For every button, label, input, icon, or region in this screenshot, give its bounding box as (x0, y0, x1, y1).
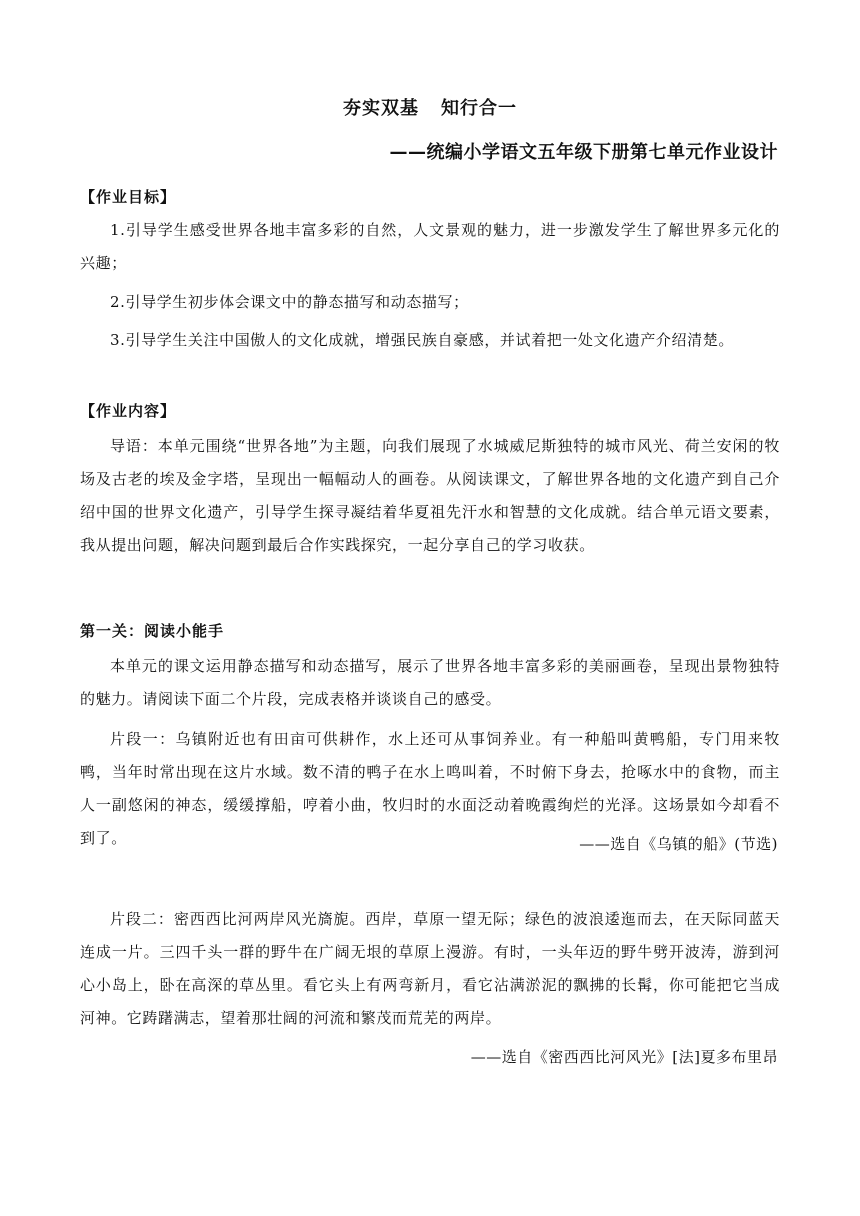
excerpt-1-source: ——选自《乌镇的船》(节选) (579, 835, 778, 853)
document-title (80, 94, 780, 120)
content-heading: 【作业内容】 (80, 402, 177, 420)
goal-item-2: 2.引导学生初步体会课文中的静态描写和动态描写； (110, 293, 469, 311)
title-part-1: 夯实双基 (343, 98, 419, 119)
content-intro: 导语：本单元围绕“世界各地”为主题，向我们展现了水城威尼斯独特的城市风光、荷兰安闲的牧场及古老的埃及金字塔，呈现出一幅幅动人的画卷。从阅读课文，了解世界各地的文化遗产到自己介绍中国的世界文化遗产，引导学生探寻凝结着华夏祖先汗水和智慧的文化成就。结合单元语文要素，我从提出问题，解决问题到最后合作实践探究，一起分享自己的学习收获。 (80, 437, 780, 554)
document-subtitle: ——统编小学语文五年级下册第七单元作业设计 (389, 142, 778, 163)
level1-heading: 第一关：阅读小能手 (80, 622, 225, 640)
goal-item-3: 3.引导学生关注中国傲人的文化成就，增强民族自豪感，并试着把一处文化遗产介绍清楚。 (110, 331, 734, 349)
excerpt-2-source: ——选自《密西西比河风光》[法]夏多布里昂 (470, 1048, 778, 1066)
goal-item-1: 1.引导学生感受世界各地丰富多彩的自然，人文景观的魅力，进一步激发学生了解世界多元化的兴趣； (80, 221, 780, 272)
goals-heading: 【作业目标】 (80, 188, 177, 206)
excerpt-2: 片段二：密西西比河两岸风光旖旎。西岸，草原一望无际；绿色的波浪逶迤而去，在天际同蓝天连成一片。三四千头一群的野牛在广阔无垠的草原上漫游。有时，一头年迈的野牛劈开波涛，游到河心小岛上，卧在高深的草丛里。看它头上有两弯新月，看它沾满淤泥的飘拂的长髯，你可能把它当成河神。它踌躇满志，望着那壮阔的河流和繁茂而荒芜的两岸。 (80, 910, 780, 1027)
level1-intro: 本单元的课文运用静态描写和动态描写，展示了世界各地丰富多彩的美丽画卷，呈现出景物独特的魅力。请阅读下面二个片段，完成表格并谈谈自己的感受。 (80, 657, 780, 708)
title-part-2: 知行合一 (441, 98, 517, 119)
excerpt-1: 片段一：乌镇附近也有田亩可供耕作，水上还可从事饲养业。有一种船叫黄鸭船，专门用来牧鸭，当年时常出现在这片水域。数不清的鸭子在水上鸣叫着，不时俯下身去，抢啄水中的食物，而主人一副悠闲的神态，缓缓撑船，哼着小曲，牧归时的水面泛动着晚霞绚烂的光泽。这场景如今却看不到了。 (80, 730, 780, 847)
